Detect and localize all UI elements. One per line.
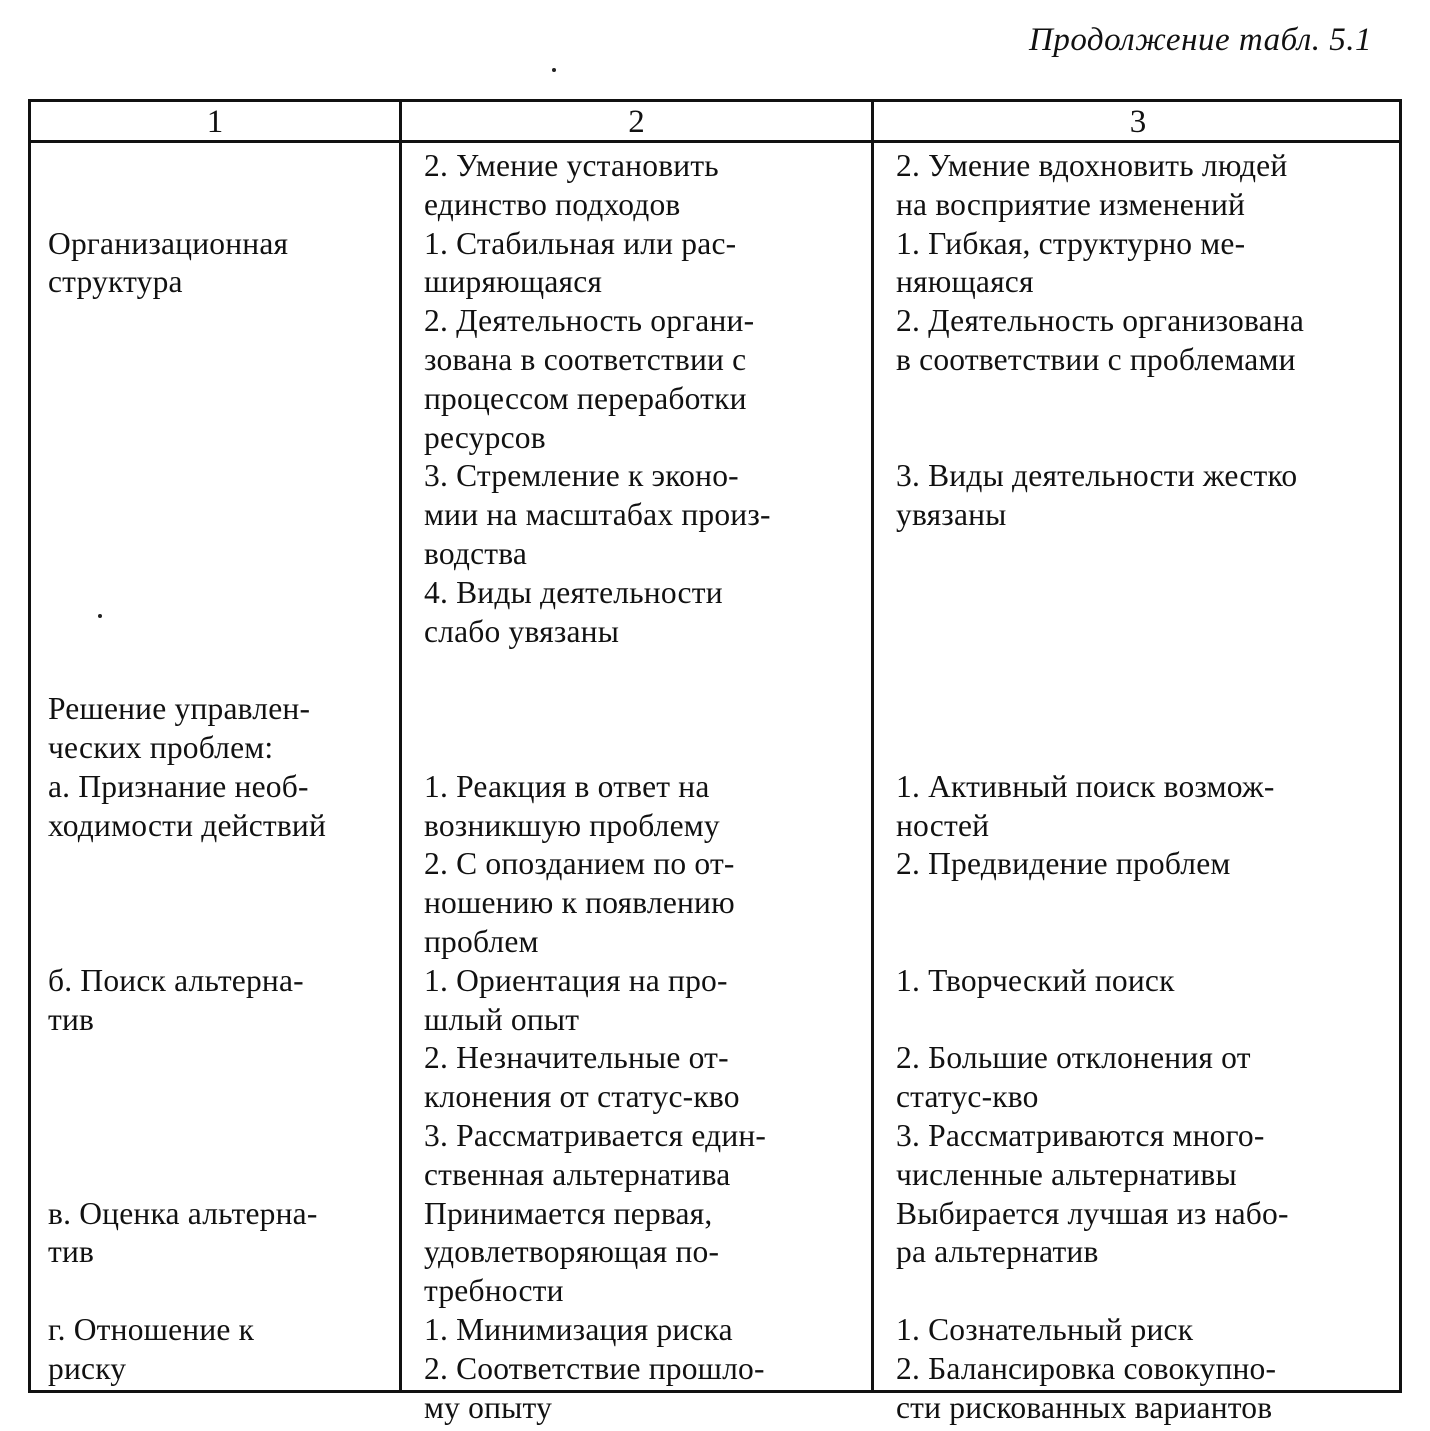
text-line bbox=[896, 1272, 1304, 1311]
table-caption: Продолжение табл. 5.1 bbox=[1029, 22, 1372, 58]
text-line: му опыту bbox=[424, 1389, 553, 1425]
text-line: 2. Балансировка совокупно- bbox=[896, 1350, 1277, 1386]
text-line: ственная альтернатива bbox=[424, 1156, 731, 1192]
column-header-1: 1 bbox=[206, 104, 224, 140]
text-line: численные альтернативы bbox=[896, 1156, 1237, 1192]
text-line bbox=[48, 1272, 326, 1311]
text-line: Организационная bbox=[48, 225, 289, 261]
text-line bbox=[896, 690, 1304, 729]
text-line: возникшую проблему bbox=[424, 807, 720, 843]
text-line bbox=[48, 923, 326, 962]
text-line: 2. Умение вдохновить людей bbox=[896, 148, 1288, 183]
text-line: проблем bbox=[424, 923, 539, 959]
text-line: 3. Стремление к эконо- bbox=[424, 458, 739, 494]
text-line bbox=[48, 1039, 326, 1078]
text-line: 2. Незначительные от- bbox=[424, 1040, 729, 1076]
text-line bbox=[896, 1001, 1304, 1040]
text-line: водства bbox=[424, 535, 528, 571]
text-line: б. Поиск альтерна- bbox=[48, 962, 304, 998]
text-line: 2. Предвидение проблем bbox=[896, 846, 1231, 882]
text-line: единство подходов bbox=[424, 186, 681, 222]
text-line: 3. Виды деятельности жестко bbox=[896, 458, 1298, 494]
text-line bbox=[424, 729, 771, 768]
text-line: тив bbox=[48, 1001, 95, 1037]
column-divider bbox=[871, 102, 874, 1390]
text-line bbox=[896, 729, 1304, 768]
text-line: слабо увязаны bbox=[424, 613, 620, 649]
print-speck bbox=[552, 68, 556, 72]
text-line: 2. Соответствие прошло- bbox=[424, 1350, 765, 1386]
text-line: 2. Умение установить bbox=[424, 148, 719, 183]
text-line: структура bbox=[48, 264, 183, 300]
text-line: 1. Гибкая, структурно ме- bbox=[896, 225, 1246, 261]
column-2-cell bbox=[424, 147, 771, 1427]
text-line bbox=[896, 380, 1304, 419]
text-line: мии на масштабах произ- bbox=[424, 497, 771, 533]
text-line bbox=[48, 535, 326, 574]
text-line: 2. Большие отклонения от bbox=[896, 1040, 1251, 1076]
text-line: тив bbox=[48, 1234, 95, 1270]
text-line bbox=[48, 380, 326, 419]
text-line: удовлетворяющая по- bbox=[424, 1234, 720, 1270]
text-line bbox=[48, 186, 326, 225]
text-line: а. Признание необ- bbox=[48, 768, 309, 804]
text-line bbox=[896, 535, 1304, 574]
text-line bbox=[48, 1078, 326, 1117]
text-line: ходимости действий bbox=[48, 807, 327, 843]
text-line bbox=[896, 651, 1304, 690]
text-line bbox=[896, 613, 1304, 652]
text-line bbox=[424, 690, 771, 729]
column-header-2: 2 bbox=[628, 104, 645, 140]
text-line bbox=[48, 574, 326, 613]
text-line: ширяющаяся bbox=[424, 264, 603, 300]
text-line bbox=[48, 1117, 326, 1156]
text-line bbox=[48, 496, 326, 535]
text-line: 2. С опозданием по от- bbox=[424, 846, 735, 882]
text-line: няющаяся bbox=[896, 264, 1034, 300]
text-line: 1. Сознательный риск bbox=[896, 1311, 1194, 1347]
text-line bbox=[48, 1156, 326, 1195]
text-line: требности bbox=[424, 1273, 564, 1309]
text-line: на восприятие изменений bbox=[896, 186, 1246, 222]
text-line bbox=[896, 574, 1304, 613]
text-line: 1. Ориентация на про- bbox=[424, 962, 728, 998]
column-1-cell bbox=[48, 147, 326, 1427]
text-line: в. Оценка альтерна- bbox=[48, 1195, 318, 1231]
text-line bbox=[48, 1389, 326, 1428]
text-line bbox=[48, 147, 326, 186]
text-line: 1. Реакция в ответ на bbox=[424, 768, 710, 804]
text-line bbox=[896, 884, 1304, 923]
text-line: 1. Активный поиск возмож- bbox=[896, 768, 1275, 804]
comparison-table bbox=[28, 99, 1402, 1425]
text-line bbox=[48, 884, 326, 923]
column-header-3: 3 bbox=[1129, 104, 1147, 140]
text-line: ресурсов bbox=[424, 419, 546, 455]
text-line: Решение управлен- bbox=[48, 691, 311, 727]
text-line bbox=[424, 651, 771, 690]
text-line bbox=[48, 613, 326, 652]
text-line bbox=[896, 923, 1304, 962]
text-line: ношению к появлению bbox=[424, 885, 735, 921]
text-line: клонения от статус-кво bbox=[424, 1079, 740, 1115]
text-line: 2. Деятельность организована bbox=[896, 303, 1305, 339]
text-line: зована в соответствии с bbox=[424, 341, 747, 377]
text-line: г. Отношение к bbox=[48, 1311, 255, 1347]
text-line bbox=[48, 845, 326, 884]
column-divider bbox=[399, 102, 402, 1390]
column-3-cell bbox=[896, 147, 1304, 1427]
text-line: 1. Минимизация риска bbox=[424, 1311, 733, 1347]
text-line: процессом переработки bbox=[424, 380, 747, 416]
text-line: 3. Рассматриваются много- bbox=[896, 1117, 1265, 1153]
text-line: ностей bbox=[896, 807, 990, 843]
text-line: риску bbox=[48, 1350, 127, 1386]
text-line: 1. Творческий поиск bbox=[896, 962, 1175, 998]
text-line bbox=[48, 341, 326, 380]
text-line: 3. Рассматривается един- bbox=[424, 1117, 767, 1153]
text-line: 1. Стабильная или рас- bbox=[424, 225, 737, 261]
text-line: статус-кво bbox=[896, 1079, 1039, 1115]
text-line: 2. Деятельность органи- bbox=[424, 303, 755, 339]
text-line: ра альтернатив bbox=[896, 1234, 1099, 1270]
text-line bbox=[48, 419, 326, 458]
text-line bbox=[48, 457, 326, 496]
text-line: сти рискованных вариантов bbox=[896, 1389, 1273, 1425]
text-line: Выбирается лучшая из набо- bbox=[896, 1195, 1289, 1231]
text-line: увязаны bbox=[896, 497, 1007, 533]
text-line: в соответствии с проблемами bbox=[896, 341, 1296, 377]
text-line: ческих проблем: bbox=[48, 729, 274, 765]
text-line bbox=[48, 302, 326, 341]
text-line bbox=[48, 651, 326, 690]
text-line bbox=[896, 419, 1304, 458]
text-line: Принимается первая, bbox=[424, 1195, 713, 1231]
text-line: 4. Виды деятельности bbox=[424, 574, 723, 610]
text-line: шлый опыт bbox=[424, 1001, 580, 1037]
